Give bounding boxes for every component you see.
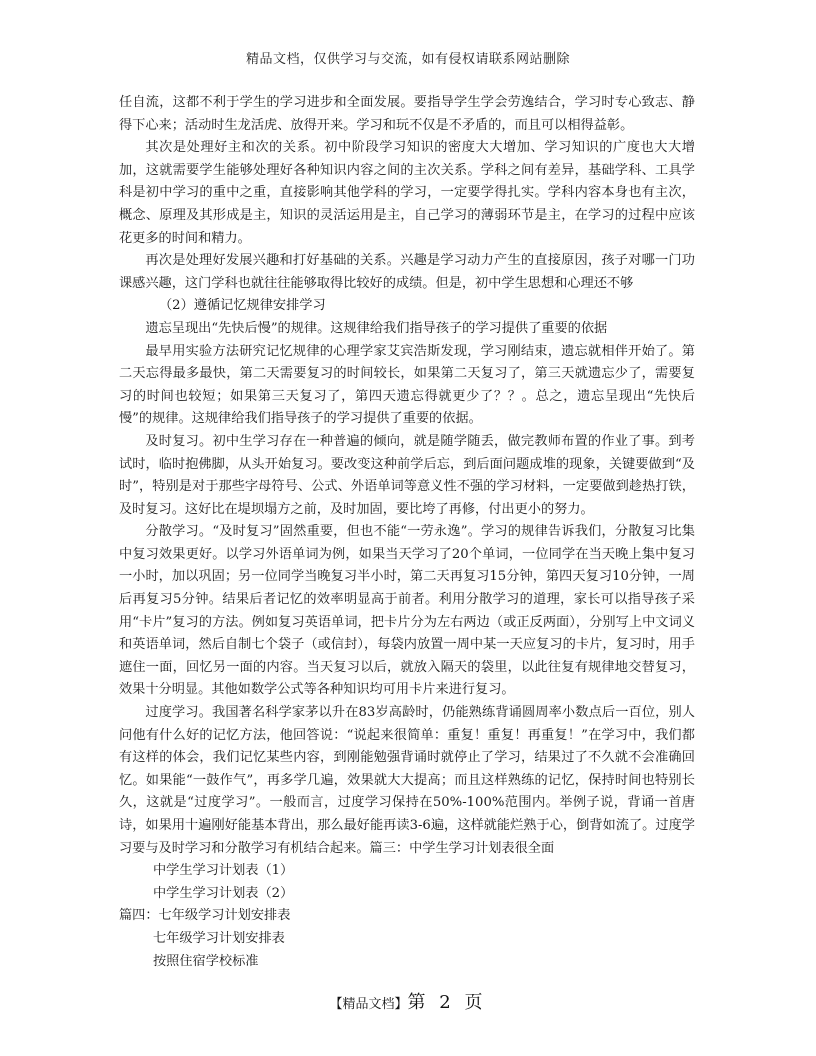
paragraph: 分散学习。“及时复习”固然重要，但也不能“一劳永逸”。学习的规律告诉我们，分散复习比集中复习效果更好。以学习外语单词为例，如果当天学习了20个单词，一位同学在当天晚上集中复习一小时，加以巩固；另一位同学当晚复习半小时，第二天再复习15分钟，第四天复习10分钟，一周后再复习5分钟。结果后者记忆的效率明显高于前者。利用分散学习的道理，家长可以指导孩子采用“卡片”复习的方法。例如复习英语单词，把卡片分为左右两边（或正反两面），分别写上中文词义和英语单词，然后自制七个袋子（或信封），每袋内放置一周中某一天应复习的卡片，复习时，用手遮住一面，回忆另一面的内容。当天复习以后，就放入隔天的袋里，以此往复有规律地交替复习，效果十分明显。其他如数学公式等各种知识均可用卡片来进行复习。 <box>119 524 695 698</box>
document-body <box>119 92 695 973</box>
footer-tag: 【精品文档】 <box>329 997 408 1012</box>
list-item: 七年级学习计划安排表 <box>153 930 285 946</box>
list-item: 按照住宿学校标准 <box>153 953 259 969</box>
paragraph: 任自流，这都不利于学生的学习进步和全面发展。要指导学生学会劳逸结合，学习时专心致志、静得下心来；活动时生龙活虎、放得开来。学习和玩不仅是不矛盾的，而且可以相得益彰。 <box>119 95 695 133</box>
paragraph: 最早用实验方法研究记忆规律的心理学家艾宾浩斯发现，学习刚结束，遗忘就相伴开始了。第二天忘得最多最快，第二天需要复习的时间较长，如果第二天复习了，第三天就遗忘少了，需要复习的时间也较短；如果第三天复习了，第四天遗忘得就更少了？？。总之，遗忘呈现出“先快后慢”的规律。这规律给我们指导孩子的学习提供了重要的依据。 <box>119 343 695 427</box>
page-header-notice: 精品文档，仅供学习与交流，如有侵权请联系网站删除 <box>245 52 570 67</box>
section-heading: 篇四：七年级学习计划安排表 <box>119 908 291 924</box>
list-item: 中学生学习计划表（2） <box>153 885 294 901</box>
paragraph: 及时复习。初中生学习存在一种普遍的倾向，就是随学随丢，做完教师布置的作业了事。到考试时，临时抱佛脚，从头开始复习。要改变这种前学后忘，到后面问题成堆的现象，关键要做到“及时”，特别是对于那些字母符号、公式、外语单词等意义性不强的学习材料，一定要做到趁热打铁，及时复习。这好比在堤坝塌方之前，及时加固，要比垮了再修，付出更小的努力。 <box>119 433 695 517</box>
page-footer <box>0 988 816 1014</box>
section-heading: （2）遵循记忆规律安排学习 <box>159 298 326 314</box>
page-number: 第 2 页 <box>407 992 487 1013</box>
paragraph: 再次是处理好发展兴趣和打好基础的关系。兴趣是学习动力产生的直接原因，孩子对哪一门功课感兴趣，这门学科也就往往能够取得比较好的成绩。但是，初中学生思想和心理还不够 <box>119 253 695 291</box>
paragraph: 其次是处理好主和次的关系。初中阶段学习知识的密度大大增加、学习知识的广度也大大增加，这就需要学生能够处理好各种知识内容之间的主次关系。学科之间有差异，基础学科、工具学科是初中学习的重中之重，直接影响其他学科的学习，一定要学得扎实。学科内容本身也有主次，概念、原理及其形成是主，知识的灵活运用是主，自己学习的薄弱环节是主，在学习的过程中应该花更多的时间和精力。 <box>119 140 695 246</box>
list-item: 中学生学习计划表（1） <box>153 863 294 879</box>
paragraph: 过度学习。我国著名科学家茅以升在83岁高龄时，仍能熟练背诵圆周率小数点后一百位，别人问他有什么好的记忆方法，他回答说：“说起来很简单：重复！重复！再重复！”在学习中，我们都有这样的体会，我们记忆某些内容，到刚能勉强背诵时就停止了学习，结果过了不久就不会准确回忆。如果能“一鼓作气”，再多学几遍，效果就大大提高；而且这样熟练的记忆，保持时间也特别长久，这就是“过度学习”。一般而言，过度学习保持在50%-100%范围内。举例子说，背诵一首唐诗，如果用十遍刚好能基本背出，那么最好能再读3-6遍，这样就能烂熟于心，倒背如流了。过度学习要与及时学习和分散学习有机结合起来。篇三：中学生学习计划表很全面 <box>119 705 695 856</box>
paragraph: 遗忘呈现出“先快后慢”的规律。这规律给我们指导孩子的学习提供了重要的依据 <box>145 320 608 336</box>
